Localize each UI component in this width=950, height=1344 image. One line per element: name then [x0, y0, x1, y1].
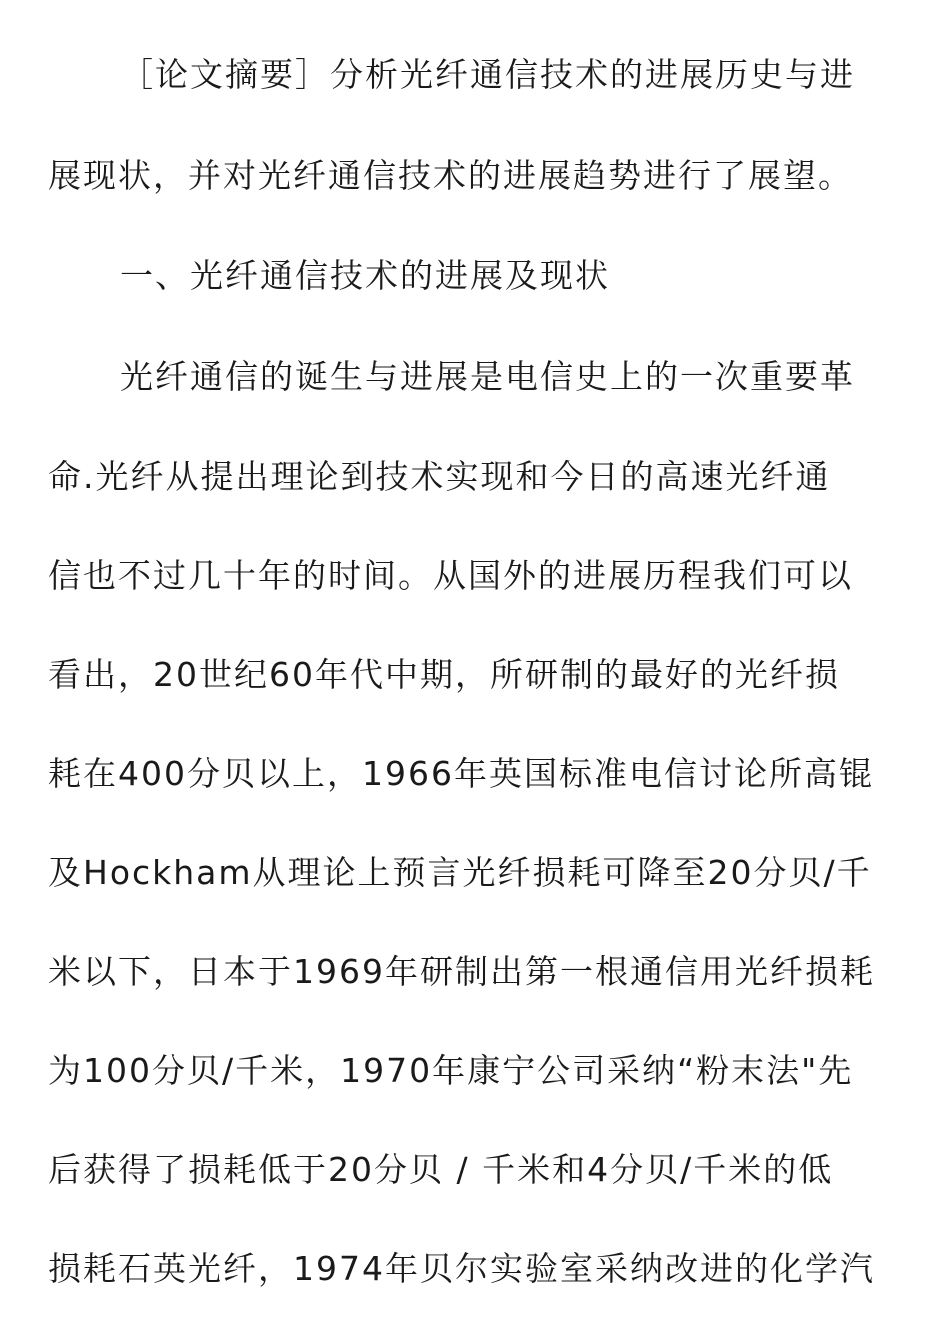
body-line-4: 看出，20世纪60年代中期，所研制的最好的光纤损 [48, 655, 840, 694]
body-line-6: 及Hockham从理论上预言光纤损耗可降至20分贝/千 [48, 853, 872, 892]
body-line-9: 后获得了损耗低于20分贝 / 千米和4分贝/千米的低 [48, 1150, 834, 1189]
body-line-8: 为100分贝/千米，1970年康宁公司采纳“粉末法"先 [48, 1051, 854, 1090]
body-line-2: 命.光纤从提出理论到技术实现和今日的高速光纤通 [48, 457, 831, 496]
abstract-line-2: 展现状，并对光纤通信技术的进展趋势进行了展望。 [48, 156, 853, 195]
abstract-line-1: ［论文摘要］分析光纤通信技术的进展历史与进 [120, 55, 855, 94]
body-line-3: 信也不过几十年的时间。从国外的进展历程我们可以 [48, 556, 853, 595]
section-heading: 一、光纤通信技术的进展及现状 [120, 256, 610, 295]
body-line-1: 光纤通信的诞生与进展是电信史上的一次重要革 [120, 357, 855, 396]
body-line-10: 损耗石英光纤，1974年贝尔实验室采纳改进的化学汽 [48, 1249, 875, 1288]
body-line-7: 米以下，日本于1969年研制出第一根通信用光纤损耗 [48, 952, 875, 991]
body-line-5: 耗在400分贝以上，1966年英国标准电信讨论所高锟 [48, 754, 874, 793]
